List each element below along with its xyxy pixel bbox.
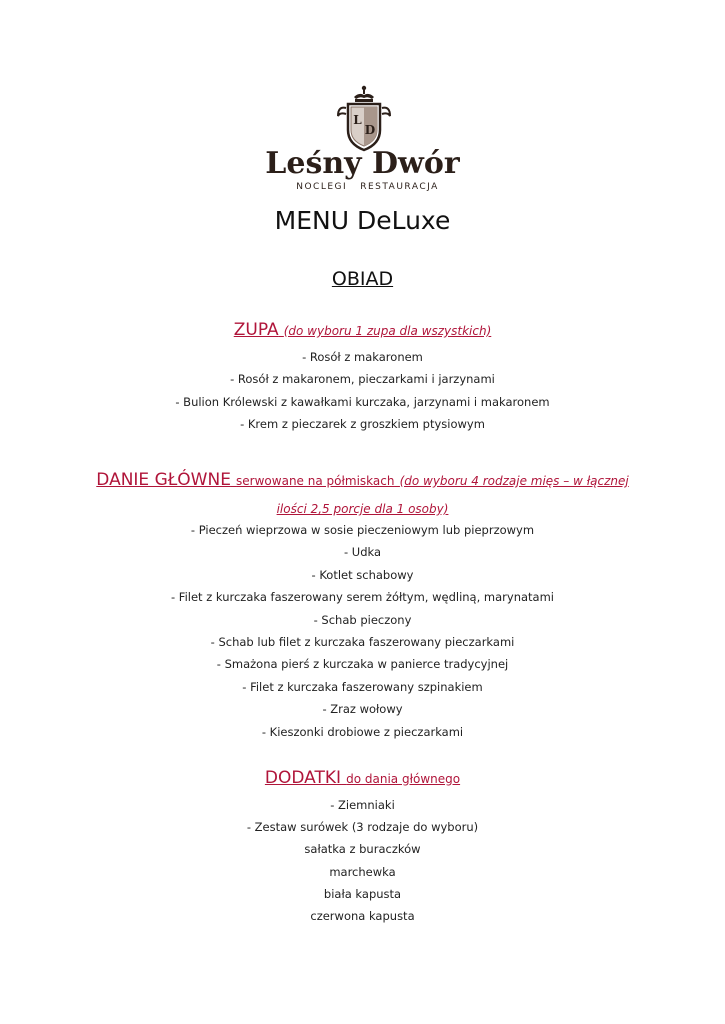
section-heading-dodatki [0,768,725,788]
list-item: - Pieczeń wieprzowa w sosie pieczeniowym lub pieprzowym [190,523,535,537]
list-item: - Kieszonki drobiowe z pieczarkami [261,724,464,739]
meal-title: OBIAD [331,268,394,290]
list-item: sałatka z buraczków [304,842,421,857]
list-item: - Rosół z makaronem [302,350,423,364]
crest-letter-l: L [353,113,362,127]
restaurant-logo [0,84,725,194]
list-item: - Rosół z makaronem, pieczarkami i jarzynami [230,372,495,387]
section-heading-zupa [0,320,725,340]
list-item: - Schab lub filet z kurczaka faszerowany pieczarkami [210,634,515,649]
section-note: (do wyboru 1 zupa dla wszystkich) [283,324,492,338]
list-item: - Kotlet schabowy [311,567,414,582]
list-item: - Zraz wołowy [322,702,403,717]
brand-name: Leśny Dwór [265,146,460,181]
list-item: czerwona kapusta [310,908,415,923]
crest-letter-d: D [364,123,376,137]
list-item: - Bulion Królewski z kawałkami kurczaka, jarzynami i makaronem [175,394,550,409]
section-title: DANIE GŁÓWNE [96,470,231,490]
list-item: - Udka [343,545,382,560]
section-subtitle: serwowane na półmiskach [236,474,395,488]
list-item: - Smażona pierś z kurczaka w panierce tradycyjnej [216,657,509,672]
section-title: DODATKI [264,768,342,788]
section-note-line2 [0,498,725,517]
list-item: marchewka [329,864,396,879]
section-heading-danie-glowne [0,470,725,490]
list-item: biała kapusta [323,886,402,901]
list-item: - Krem z pieczarek z groszkiem ptysiowym [240,417,485,432]
menu-title: MENU DeLuxe [274,206,451,235]
list-item: - Schab pieczony [313,612,412,627]
main-dish-list [0,521,725,745]
list-item: - Filet z kurczaka faszerowany serem żółtym, wędliną, marynatami [171,590,554,605]
crest-icon [324,84,404,154]
list-item: - Ziemniaki [330,798,395,812]
list-item: - Zestaw surówek (3 rodzaje do wyboru) [246,820,479,835]
section-subtitle: do dania głównego [346,772,461,786]
brand-subtitle: NOCLEGI RESTAURACJA [296,182,439,192]
list-item: - Filet z kurczaka faszerowany szpinakiem [242,679,483,694]
sides-list [0,796,725,929]
section-note-continued: ilości 2,5 porcje dla 1 osoby) [276,502,449,516]
soup-list [0,348,725,438]
section-title: ZUPA [233,320,279,340]
section-note: (do wyboru 4 rodzaje mięs – w łącznej [399,474,629,488]
